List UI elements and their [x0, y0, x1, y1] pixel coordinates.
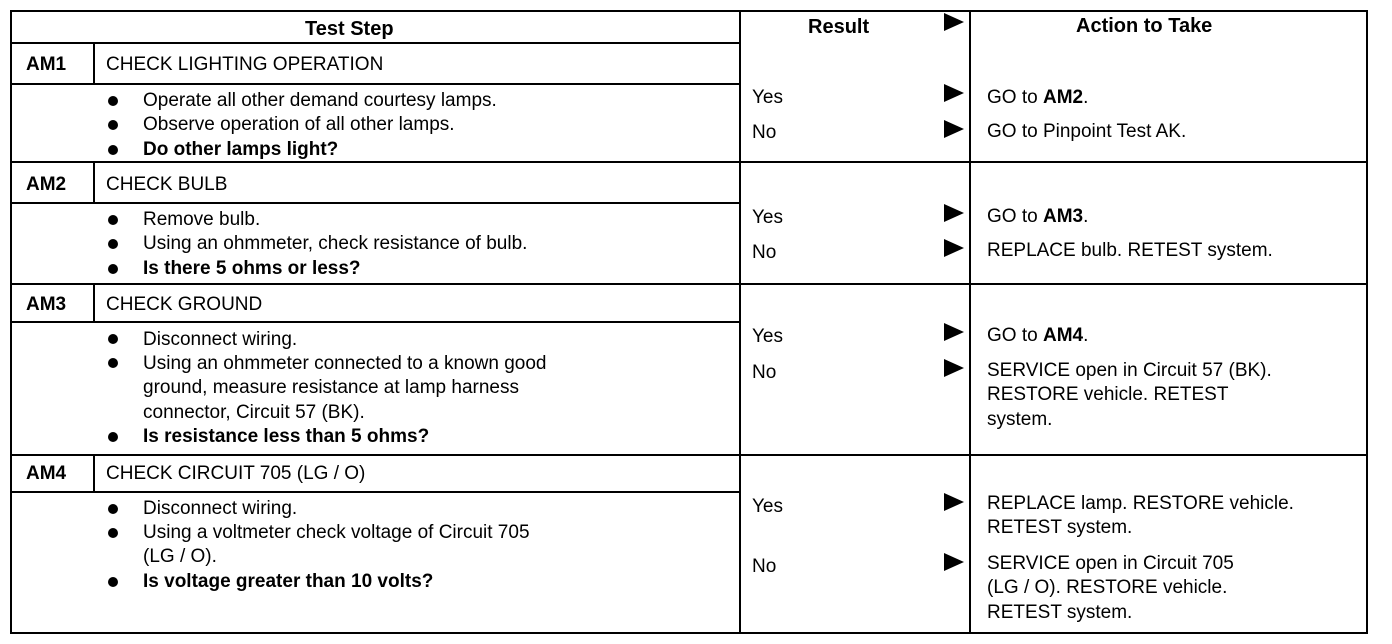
bullet-icon [108, 120, 118, 130]
header-test-step: Test Step [305, 18, 394, 40]
step-text: Disconnect wiring. [143, 498, 298, 519]
result-label: No [752, 362, 777, 383]
title-separator [10, 83, 740, 85]
code-divider [93, 284, 95, 322]
arrow-icon [944, 323, 964, 341]
bullet-icon [108, 504, 118, 514]
header-divider [10, 42, 740, 44]
step-text: Observe operation of all other lamps. [143, 114, 455, 135]
arrow-icon [944, 359, 964, 377]
step-title: CHECK LIGHTING OPERATION [106, 54, 384, 75]
step-question: Do other lamps light? [143, 139, 339, 160]
code-divider [93, 43, 95, 84]
step-code: AM1 [26, 54, 67, 75]
action-text: (LG / O). RESTORE vehicle. [987, 577, 1228, 598]
arrow-icon [944, 553, 964, 571]
step-text: ground, measure resistance at lamp harness [143, 377, 519, 398]
header-arrow-icon [944, 13, 964, 31]
step-text: connector, Circuit 57 (BK). [143, 402, 365, 423]
column-divider-action [969, 10, 971, 634]
bullet-icon [108, 358, 118, 368]
step-title: CHECK GROUND [106, 294, 263, 315]
action-text: RETEST system. [987, 517, 1133, 538]
code-divider [93, 162, 95, 203]
step-text: Using an ohmmeter, check resistance of bulb. [143, 233, 528, 254]
table-top-border [10, 10, 1368, 12]
result-label: No [752, 242, 777, 263]
step-code: AM2 [26, 174, 67, 195]
title-separator [10, 491, 740, 493]
bullet-icon [108, 577, 118, 587]
result-label: Yes [752, 87, 783, 108]
result-label: Yes [752, 496, 783, 517]
bullet-icon [108, 264, 118, 274]
action-text: system. [987, 409, 1053, 430]
title-separator [10, 202, 740, 204]
bullet-icon [108, 239, 118, 249]
header-action: Action to Take [1076, 15, 1213, 37]
action-text: RESTORE vehicle. RETEST [987, 384, 1229, 405]
step-text: Using an ohmmeter connected to a known good [143, 353, 547, 374]
result-label: Yes [752, 326, 783, 347]
step-text: Disconnect wiring. [143, 329, 298, 350]
title-separator [10, 321, 740, 323]
action-text: GO to AM3. [987, 206, 1089, 227]
action-text: RETEST system. [987, 602, 1133, 623]
code-divider [93, 455, 95, 492]
action-text: SERVICE open in Circuit 57 (BK). [987, 360, 1272, 381]
arrow-icon [944, 239, 964, 257]
bullet-icon [108, 432, 118, 442]
action-text: REPLACE bulb. RETEST system. [987, 240, 1273, 261]
step-text: (LG / O). [143, 546, 217, 567]
header-result: Result [808, 16, 870, 38]
action-text: SERVICE open in Circuit 705 [987, 553, 1234, 574]
arrow-icon [944, 493, 964, 511]
action-text: GO to AM2. [987, 87, 1089, 108]
step-code: AM3 [26, 294, 67, 315]
bullet-icon [108, 145, 118, 155]
result-label: No [752, 122, 777, 143]
step-text: Operate all other demand courtesy lamps. [143, 90, 497, 111]
step-question: Is resistance less than 5 ohms? [143, 426, 430, 447]
bullet-icon [108, 334, 118, 344]
arrow-icon [944, 204, 964, 222]
row-separator [10, 454, 1368, 456]
step-code: AM4 [26, 463, 67, 484]
step-text: Remove bulb. [143, 209, 261, 230]
action-text: GO to AM4. [987, 325, 1089, 346]
bullet-icon [108, 528, 118, 538]
bullet-icon [108, 215, 118, 225]
step-text: Using a voltmeter check voltage of Circuit 705 [143, 522, 530, 543]
table-bottom-border [10, 632, 1368, 634]
step-title: CHECK CIRCUIT 705 (LG / O) [106, 463, 366, 484]
action-text: REPLACE lamp. RESTORE vehicle. [987, 493, 1294, 514]
row-separator [10, 283, 1368, 285]
arrow-icon [944, 84, 964, 102]
result-label: Yes [752, 207, 783, 228]
bullet-icon [108, 96, 118, 106]
arrow-icon [944, 120, 964, 138]
step-question: Is voltage greater than 10 volts? [143, 571, 434, 592]
result-label: No [752, 556, 777, 577]
step-question: Is there 5 ohms or less? [143, 258, 361, 279]
action-text: GO to Pinpoint Test AK. [987, 121, 1187, 142]
step-title: CHECK BULB [106, 174, 228, 195]
table-right-border [1366, 10, 1368, 634]
